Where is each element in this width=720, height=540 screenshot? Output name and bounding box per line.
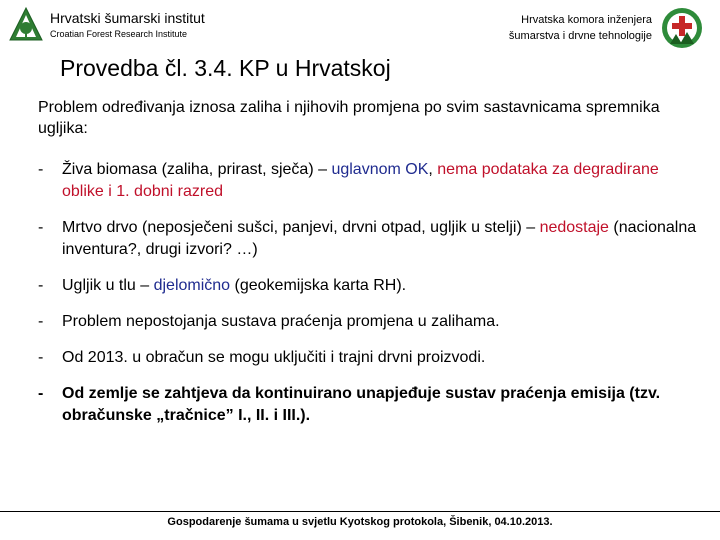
chamber-logo-icon [660,6,704,50]
page-title: Provedba čl. 3.4. KP u Hrvatskoj [60,55,391,81]
chamber-name-line1: Hrvatska komora inženjera [521,14,652,26]
chamber-name [422,12,652,44]
bullet-highlight-red: nema podataka za degradirane oblike i 1. dobni razred [62,161,659,200]
bullet-dash: - [38,161,44,178]
bullet-item [36,347,698,369]
bullet-dash: - [38,313,44,330]
footer-divider [0,511,720,512]
bullet-dash: - [38,349,44,366]
bullet-dash: - [38,277,44,294]
chamber-name-line2: šumarstva i drvne tehnologije [508,30,652,42]
institute-name: Hrvatski šumarski institut [50,10,205,26]
bullet-text: Živa biomasa (zaliha, prirast, sječa) – [62,161,332,178]
bullet-text: Ugljik u tlu – [62,277,154,294]
bullet-item [36,159,698,203]
bullet-text: Od zemlje se zahtjeva da kontinuirano unapjeđuje sustav praćenja emisija (tzv. obračunske „tračnice” I., II. i III.). [62,385,661,424]
bullet-text: Mrtvo drvo (neposječeni sušci, panjevi, drvni otpad, ugljik u stelji) – [62,219,540,236]
bullet-text: (nacionalna inventura?, drugi izvori? …) [62,219,697,258]
bullet-highlight-red: nedostaje [539,219,609,236]
bullet-text: (geokemijska karta RH). [230,277,407,294]
bullet-text: Problem nepostojanja sustava praćenja promjena u zalihama. [62,313,500,330]
bullet-item [36,217,698,261]
intro-text: Problem određivanja iznosa zaliha i njihovih promjena po svim sastavnicama spremnika ugljika: [38,99,660,137]
forest-institute-logo-icon [8,6,44,42]
footer-text: Gospodarenje šumama u svjetlu Kyotskog protokola, Šibenik, 04.10.2013. [167,516,553,528]
bullet-dash: - [38,385,44,402]
bullet-highlight-blue: uglavnom OK [331,161,429,178]
bullet-highlight-blue: djelomično [153,277,231,294]
bullet-item [36,275,698,297]
bullet-item [36,383,698,427]
bullet-text: Od 2013. u obračun se mogu uključiti i trajni drvni proizvodi. [62,349,486,366]
bullet-text: , [428,161,438,178]
bullet-item [36,311,698,333]
institute-subtitle: Croatian Forest Research Institute [50,29,188,39]
bullet-list [36,159,698,441]
bullet-dash: - [38,219,44,236]
